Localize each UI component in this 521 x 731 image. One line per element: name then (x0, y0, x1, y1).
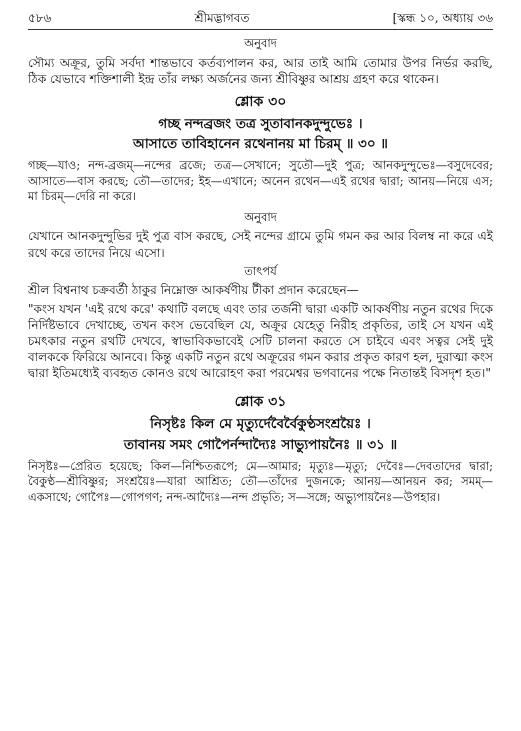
sloka-31-synonyms: নিসৃষ্টঃ—প্রেরিত হয়েছে; কিল—নিশ্চিতরূপে; মে—আমার; মৃত্যুঃ—মৃত্যু; দেবৈঃ—দেবতাদের দ্বারা; বৈকুণ্ঠ—শ্রীবিষ্ণুর; সংশ্রয়ৈঃ—যারা আশ্রিত; তৌ—তাঁদের দুজনকে; আনয়—আনয়ন কর; সমম্‌—একসাথে; গোপৈঃ—গোপগণ; নন্দ-আদ্যৈঃ—নন্দ প্রভৃতি; স—সঙ্গে; অভ্যুপায়নৈঃ—উপহার। (28, 458, 493, 504)
chapter-location: [স্কন্ধ ১০, অধ্যায় ৩৬ (392, 11, 493, 25)
purport-label: তাৎপর্য (244, 263, 277, 278)
translation-label-2: অনুবাদ (244, 209, 277, 224)
sloka-30-heading: শ্লোক ৩০ (234, 94, 287, 111)
sloka-30-line-1: গচ্ছ নন্দব্রজং তত্র সুতাবানকদুন্দুভেঃ । (158, 115, 363, 132)
translation-text-1: সৌম্য অক্রূর, তুমি সর্বদা শান্তভাবে কর্তব্যপালন কর, আর তাই আমি তোমার উপর নির্ভর করছি, ঠিক যেভাবে শক্তিশালী ইন্দ্র তাঁর লক্ষ্য অর্জনের জন্য শ্রীবিষ্ণুর আশ্রয় গ্রহণ করে থাকেন। (28, 55, 493, 86)
book-title: শ্রীমদ্ভাগবত (194, 11, 250, 25)
sloka-30-synonyms: গচ্ছ—যাও; নন্দ-ব্রজম্‌—নন্দের ব্রজে; তত্র—সেখানে; সুতৌ—দুই পুত্র; আনকদুন্দুভেঃ—বসুদেবের; আসাতে—বাস করছে; তৌ—তাদের; ইহ—এখানে; অনেন রথেন—এই রথের দ্বারা; আনয়—নিয়ে এস; মা চিরম্‌—দেরি না করে। (28, 158, 493, 204)
translation-label-1: অনুবাদ (244, 36, 277, 51)
translation-text-2: যেখানে আনকদুন্দুভির দুই পুত্র বাস করছে, সেই নন্দের গ্রামে তুমি গমন কর আর বিলম্ব না করে এই রথে করে তাদের নিয়ে এসো। (28, 229, 493, 260)
sloka-31-heading: শ্লোক ৩১ (234, 394, 287, 411)
sloka-30-line-2: আসাতে তাবিহানেন রথেনানয় মা চিরম্‌ ॥ ৩০ ॥ (133, 136, 388, 153)
running-header (28, 10, 493, 30)
page-number: ৫৮৬ (28, 11, 52, 25)
sloka-31-line-2: তাবানয় সমং গোপৈর্নন্দাদ্যৈঃ সাভ্যুপায়নৈঃ ॥ ৩১ ॥ (123, 436, 398, 453)
purport-quote: "কংস যখন 'এই রথে করে' কথাটি বলছে এবং তার তর্জনী দ্বারা একটি আকর্ষণীয় নতুন রথের দিকে নির্দিষ্টভাবে দেখাচ্ছে, তখন কংস ভেবেছিল যে, অক্রূর যেহেতু নিরীহ প্রকৃতির, তাই সে যখন এই চমৎকার নতুন রথটি দেখবে, স্বাভাবিকভাবেই সেটি চালনা করতে সে চাইবে এবং সত্বর সেই দুই বালককে ফিরিয়ে আনবে। কিন্তু একটি নতুন রথে অক্রূরের গমন করার প্রকৃত কারণ হল, দুরাত্মা কংস দ্বারা ইতিমধ্যেই ব্যবহৃত কোনও রথে আরোহণ করা পরমেশ্বর ভগবানের পক্ষে নিতান্তই বিসদৃশ হত।" (28, 301, 493, 381)
sloka-31-line-1: নিসৃষ্টঃ কিল মে মৃত্যুর্দেবৈর্বৈকুণ্ঠসংশ্রয়ৈঃ । (150, 416, 371, 433)
purport-intro: শ্রীল বিশ্বনাথ চক্রবর্তী ঠাকুর নিম্নোক্ত আকর্ষণীয় টীকা প্রদান করেছেন— (28, 283, 359, 298)
